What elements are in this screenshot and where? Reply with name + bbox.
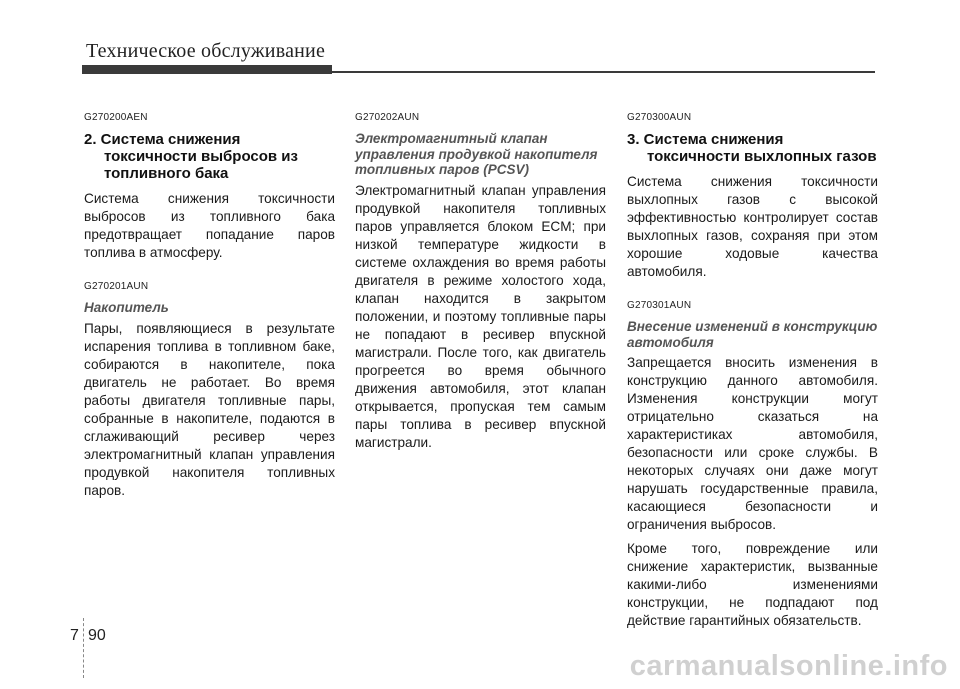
- section-code: G270200AEN: [84, 112, 148, 123]
- page-header-title: Техническое обслуживание: [86, 40, 326, 62]
- paragraph: Система снижения токсичности выхлопных газов с высокой эффективностью контролирует состав выхлопных газов, сохраняя при этом хорошие ходовые качества автомобиля.: [627, 174, 878, 279]
- page-number: 90: [88, 627, 106, 644]
- subsection-title: Внесение изменений в конструкцию автомобиля: [627, 319, 878, 350]
- column-middle: [355, 112, 606, 452]
- section-title: 3. Система снижения токсичности выхлопных газов: [627, 131, 877, 165]
- column-right: [627, 112, 878, 630]
- section-code: G270202AUN: [355, 112, 420, 123]
- section-code: G270300AUN: [627, 112, 692, 123]
- header-rule-thick: [82, 65, 332, 74]
- watermark-text: carmanualsonline.info: [629, 650, 948, 682]
- subsection-title: Электромагнитный клапан управления продувкой накопителя топливных паров (PCSV): [355, 131, 598, 177]
- section-code: G270201AUN: [84, 281, 149, 292]
- section-code: G270301AUN: [627, 300, 692, 311]
- section-title: 2. Система снижения токсичности выбросов из топливного бака: [84, 131, 298, 182]
- paragraph: Электромагнитный клапан управления продувкой накопителя топливных паров управляется блоком ECM; при низкой температуре жидкости в системе охлаждения во время работы двигателя в режиме холостого хода, клапан находится в закрытом положении, и поэтому топливные пары не попадают в ресивер впускной магистрали. После того, как двигатель прогреется во время обычного движения автомобиля, этот клапан открывается, пропуская тем самым пары топлива в ресивер впускной магистрали.: [355, 182, 606, 450]
- paragraph: Кроме того, повреждение или снижение характеристик, вызванные какими-либо изменениями конструкции, не подпадают под действие гарантийных обязательств.: [627, 541, 878, 628]
- paragraph: Пары, появляющиеся в результате испарения топлива в топливном баке, собираются в накопителе, пока двигатель не работает. Во время работы двигателя топливные пары, собранные в накопителе, подаются в сглаживающий ресивер через электромагнитный клапан управления продувкой накопителя топливных паров.: [84, 320, 335, 498]
- paragraph: Система снижения токсичности выбросов из топливного бака предотвращает попадание паров топлива в атмосферу.: [84, 191, 335, 260]
- chapter-number: 7: [70, 627, 79, 644]
- paragraph: Запрещается вносить изменения в конструкцию данного автомобиля. Изменения конструкции могут отрицательно сказаться на характеристиках автомобиля, безопасности или сроке службы. В некоторых случаях они даже могут нарушать государственные правила, касающиеся безопасности и ограничения выбросов.: [627, 355, 878, 532]
- header-rule-thin: [332, 71, 875, 73]
- footer-divider: [83, 618, 85, 678]
- column-left: [84, 112, 335, 500]
- subsection-title: Накопитель: [84, 300, 169, 315]
